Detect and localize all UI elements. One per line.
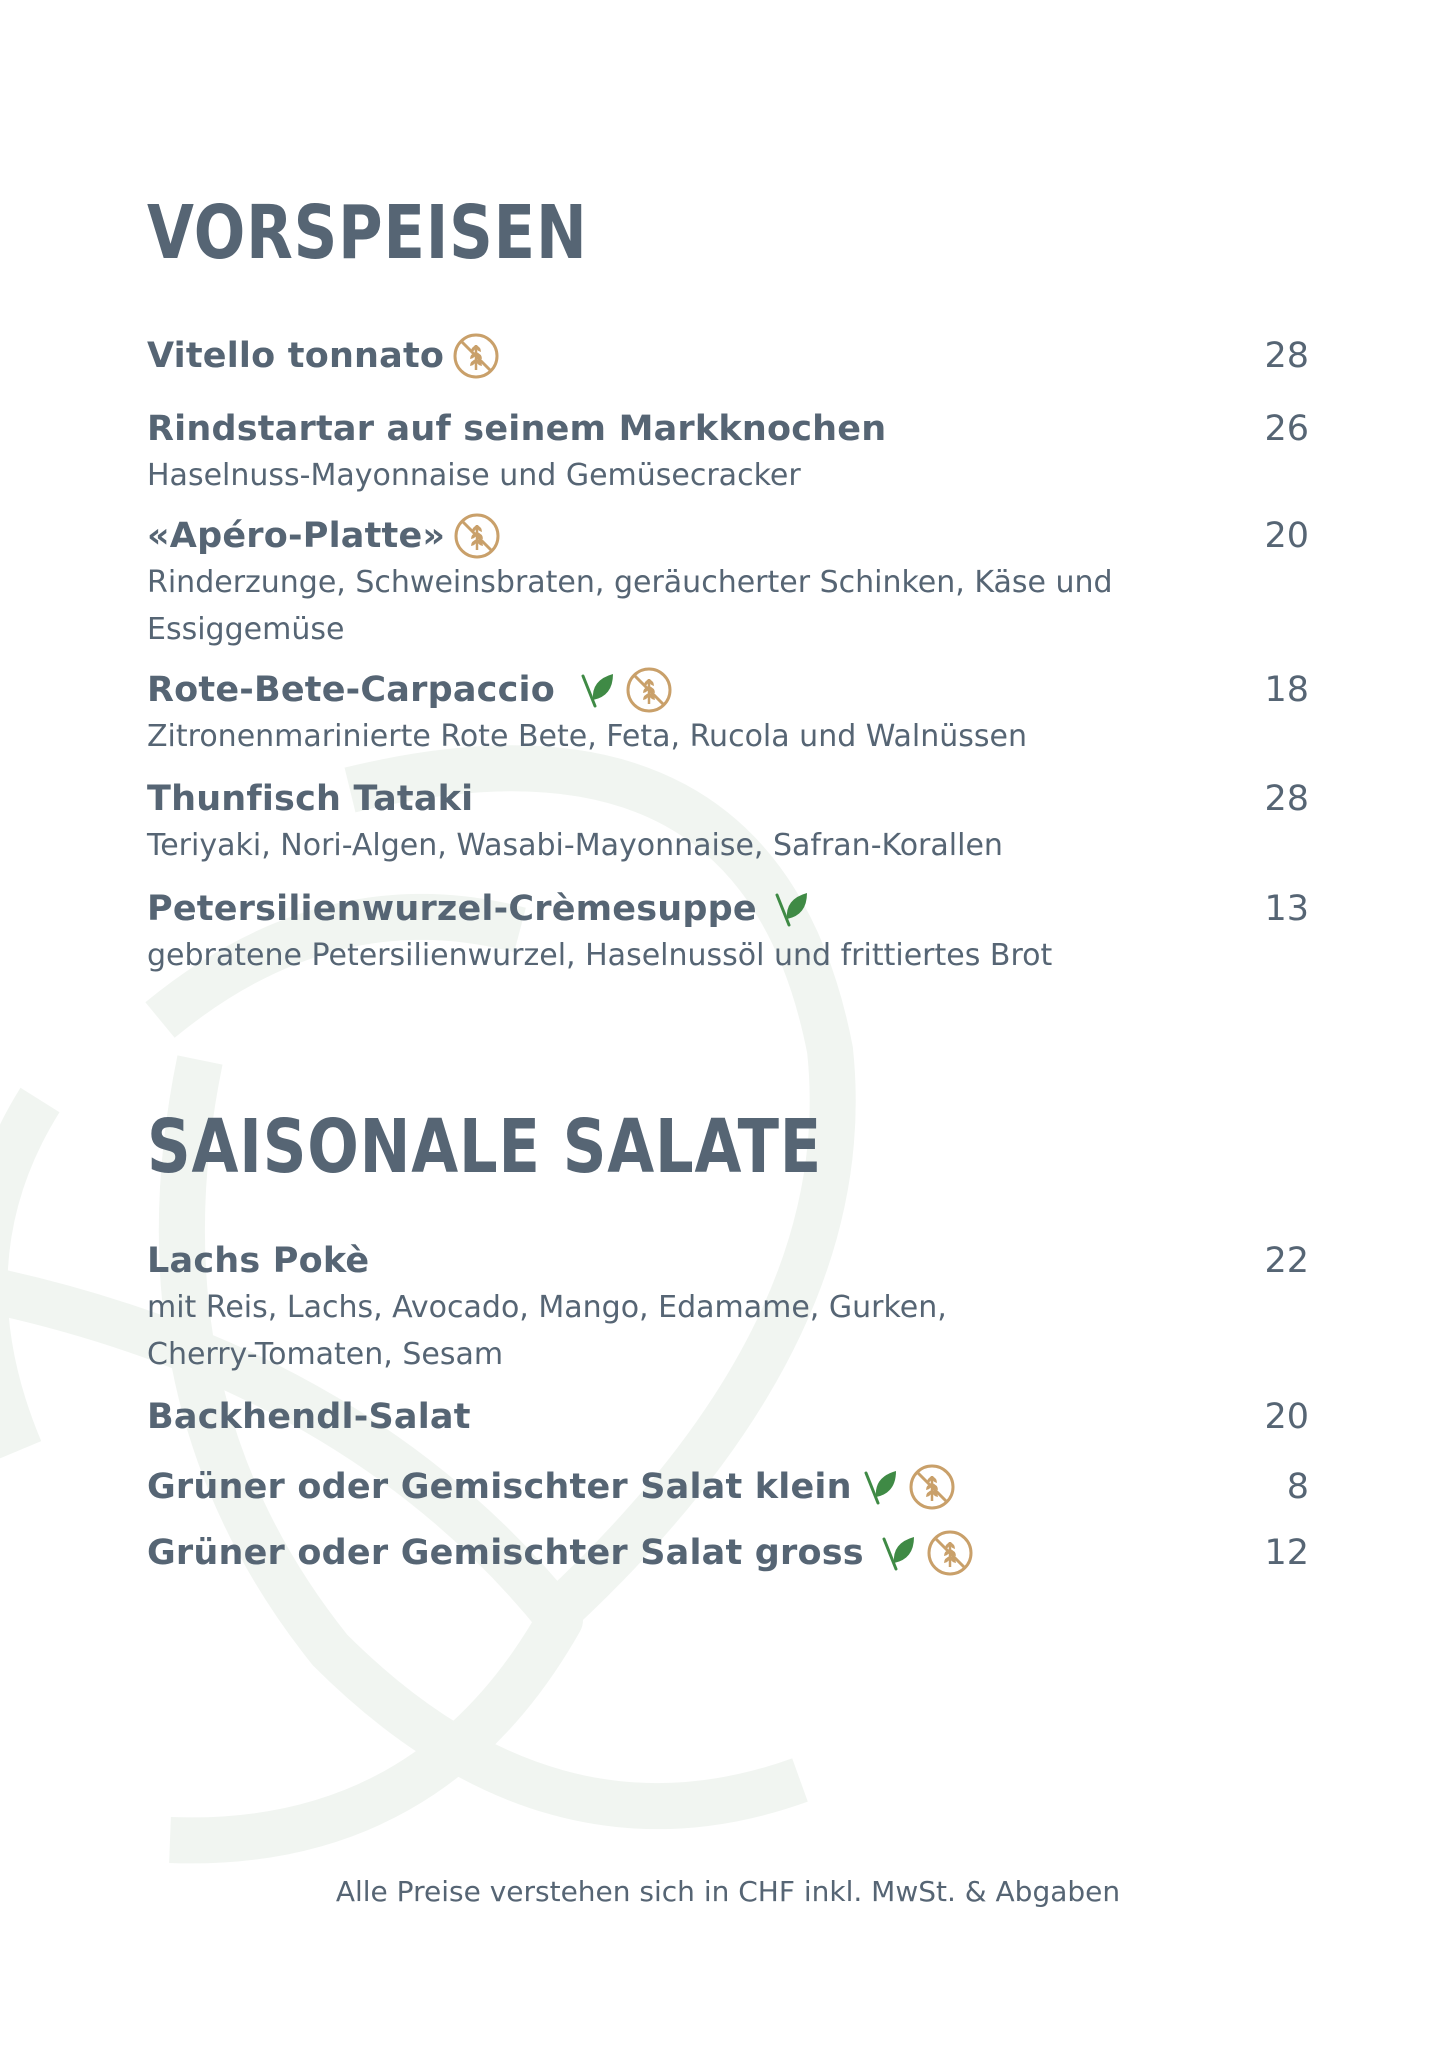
vegetarian-icon — [854, 1463, 902, 1511]
gluten-free-icon — [453, 512, 501, 560]
menu-page — [147, 0, 1309, 2065]
menu-item — [147, 1464, 1309, 1510]
gluten-free-icon — [625, 666, 673, 714]
item-name: Grüner oder Gemischter Salat gross — [147, 1533, 864, 1573]
item-price: 18 — [1264, 670, 1309, 710]
menu-item — [147, 886, 1309, 979]
item-description: Rinderzunge, Schweinsbraten, geräucherter Schinken, Käse und — [147, 565, 1113, 600]
item-price: 8 — [1286, 1467, 1309, 1507]
section-title-saisonale-salate: SAISONALE SALATE — [147, 1104, 823, 1190]
item-description: mit Reis, Lachs, Avocado, Mango, Edamame, Gurken, — [147, 1290, 947, 1325]
menu-item — [147, 333, 1309, 379]
section-title-vorspeisen: VORSPEISEN — [147, 190, 588, 276]
item-price: 20 — [1264, 516, 1309, 556]
item-price: 13 — [1264, 889, 1309, 929]
item-name: Thunfisch Tataki — [147, 779, 474, 819]
item-price: 12 — [1264, 1533, 1309, 1573]
menu-item — [147, 667, 1309, 760]
menu-item — [147, 1530, 1309, 1576]
item-name: Lachs Pokè — [147, 1241, 370, 1281]
vegetarian-icon — [872, 1529, 920, 1577]
item-name: Grüner oder Gemischter Salat klein — [147, 1467, 852, 1507]
item-description: gebratene Petersilienwurzel, Haselnussöl und frittiertes Brot — [147, 938, 1053, 973]
item-name: Petersilienwurzel-Crèmesuppe — [147, 889, 757, 929]
vegetarian-icon — [765, 885, 813, 933]
item-description: Teriyaki, Nori-Algen, Wasabi-Mayonnaise, Safran-Korallen — [147, 828, 1003, 863]
item-description: Essiggemüse — [147, 612, 345, 647]
item-price: 26 — [1264, 409, 1309, 449]
item-name: Vitello tonnato — [147, 336, 445, 376]
menu-item — [147, 1238, 1309, 1378]
item-price: 28 — [1264, 336, 1309, 376]
price-footnote: Alle Preise verstehen sich in CHF inkl. MwSt. & Abgaben — [335, 1875, 1121, 1908]
item-description: Zitronenmarinierte Rote Bete, Feta, Rucola und Walnüssen — [147, 719, 1028, 754]
menu-item — [147, 513, 1309, 653]
vegetarian-icon — [571, 666, 619, 714]
item-price: 20 — [1264, 1397, 1309, 1437]
gluten-free-icon — [908, 1463, 956, 1511]
item-description: Cherry-Tomaten, Sesam — [147, 1337, 504, 1372]
item-description: Haselnuss-Mayonnaise und Gemüsecracker — [147, 458, 801, 493]
item-price: 28 — [1264, 779, 1309, 819]
item-price: 22 — [1264, 1241, 1309, 1281]
item-name: Rindstartar auf seinem Markknochen — [147, 409, 887, 449]
menu-item — [147, 776, 1309, 869]
gluten-free-icon — [926, 1529, 974, 1577]
item-name: Rote-Bete-Carpaccio — [147, 670, 555, 710]
menu-item — [147, 406, 1309, 499]
item-name: Backhendl-Salat — [147, 1397, 471, 1437]
menu-item — [147, 1394, 1309, 1440]
gluten-free-icon — [452, 332, 500, 380]
item-name: «Apéro-Platte» — [147, 516, 446, 556]
